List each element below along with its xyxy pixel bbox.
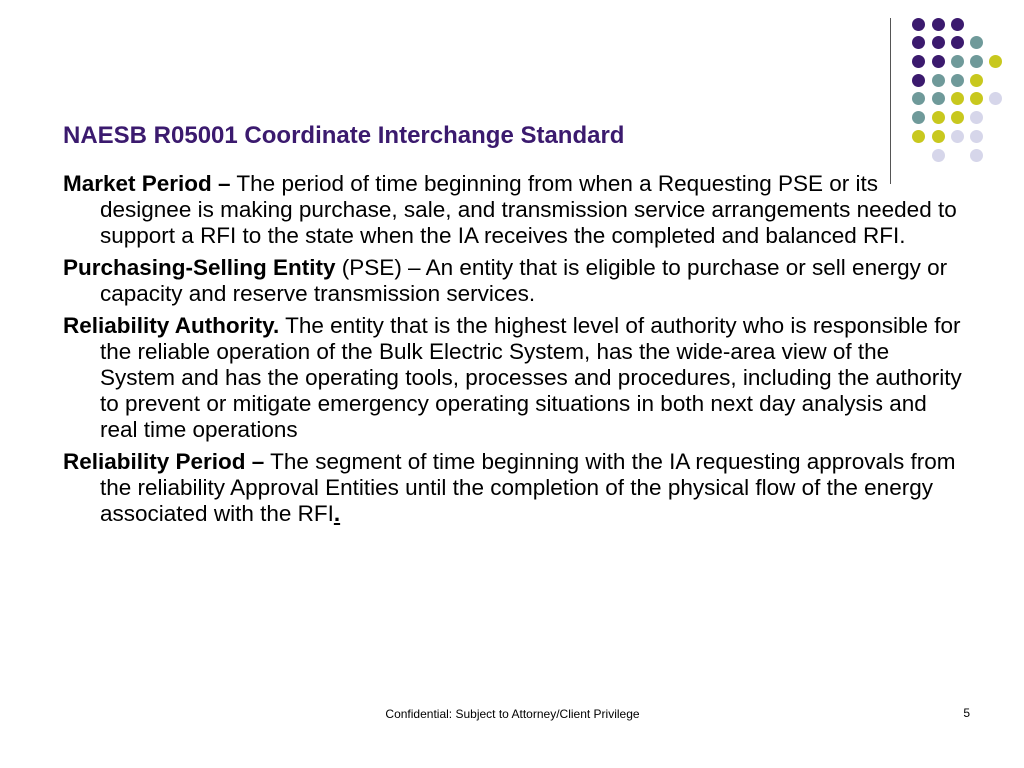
decorative-dot <box>970 111 983 124</box>
decorative-dot <box>951 55 964 68</box>
decorative-dot <box>912 74 925 87</box>
decorative-dot <box>970 92 983 105</box>
definition-reliability-period <box>63 449 968 527</box>
definition-term: Reliability Authority. <box>63 313 280 338</box>
decorative-dot <box>932 130 945 143</box>
decorative-dot <box>932 149 945 162</box>
decorative-dot <box>932 92 945 105</box>
decorative-dot <box>932 111 945 124</box>
decorative-dot <box>951 92 964 105</box>
definition-trailing-period: . <box>333 501 341 526</box>
decorative-dot <box>951 111 964 124</box>
decorative-dot-grid <box>0 0 1024 200</box>
decorative-dot <box>970 55 983 68</box>
decorative-dot <box>951 130 964 143</box>
decorative-dot <box>932 36 945 49</box>
decorative-dot <box>932 18 945 31</box>
definition-text: The entity that is the highest level of authority who is responsible for the reliable operation of the Bulk Electric System, has the wide-area view of the System and has the operating tools, processes and procedures, including the authority to prevent or mitigate emergency operating situations in both next day analysis and real time operations <box>100 313 962 442</box>
decorative-dot <box>912 36 925 49</box>
decorative-dot <box>912 130 925 143</box>
decorative-dot <box>932 55 945 68</box>
decorative-dot <box>970 149 983 162</box>
decorative-dot <box>912 111 925 124</box>
decorative-dot <box>951 74 964 87</box>
definition-term: Market Period – <box>63 171 231 196</box>
decorative-dot <box>989 92 1002 105</box>
definitions-list <box>63 171 968 533</box>
decorative-dot <box>951 18 964 31</box>
decorative-dot <box>912 55 925 68</box>
decorative-dot <box>932 74 945 87</box>
definition-reliability-authority <box>63 313 968 443</box>
footer-confidential: Confidential: Subject to Attorney/Client Privilege <box>385 707 640 721</box>
decorative-dot <box>970 130 983 143</box>
definition-purchasing-selling-entity <box>63 255 968 307</box>
definition-market-period <box>63 171 968 249</box>
definition-term: Purchasing-Selling Entity <box>63 255 336 280</box>
decorative-dot <box>989 55 1002 68</box>
decorative-dot <box>970 36 983 49</box>
definition-term: Reliability Period – <box>63 449 265 474</box>
definition-text: The segment of time beginning with the IA requesting approvals from the reliability Approval Entities until the completion of the physical flow of the energy associated with the RFI <box>100 449 956 526</box>
slide-title: NAESB R05001 Coordinate Interchange Standard <box>63 122 625 149</box>
page-number: 5 <box>963 706 970 720</box>
decorative-dot <box>951 36 964 49</box>
definition-text: (PSE) – An entity that is eligible to purchase or sell energy or capacity and reserve transmission services. <box>100 255 948 306</box>
decorative-dot <box>970 74 983 87</box>
decorative-dot <box>912 92 925 105</box>
definition-text: The period of time beginning from when a Requesting PSE or its designee is making purchase, sale, and transmission service arrangements needed to support a RFI to the state when the IA receives the completed and balanced RFI. <box>100 171 957 248</box>
decorative-vertical-line <box>890 18 891 184</box>
decorative-dot <box>912 18 925 31</box>
